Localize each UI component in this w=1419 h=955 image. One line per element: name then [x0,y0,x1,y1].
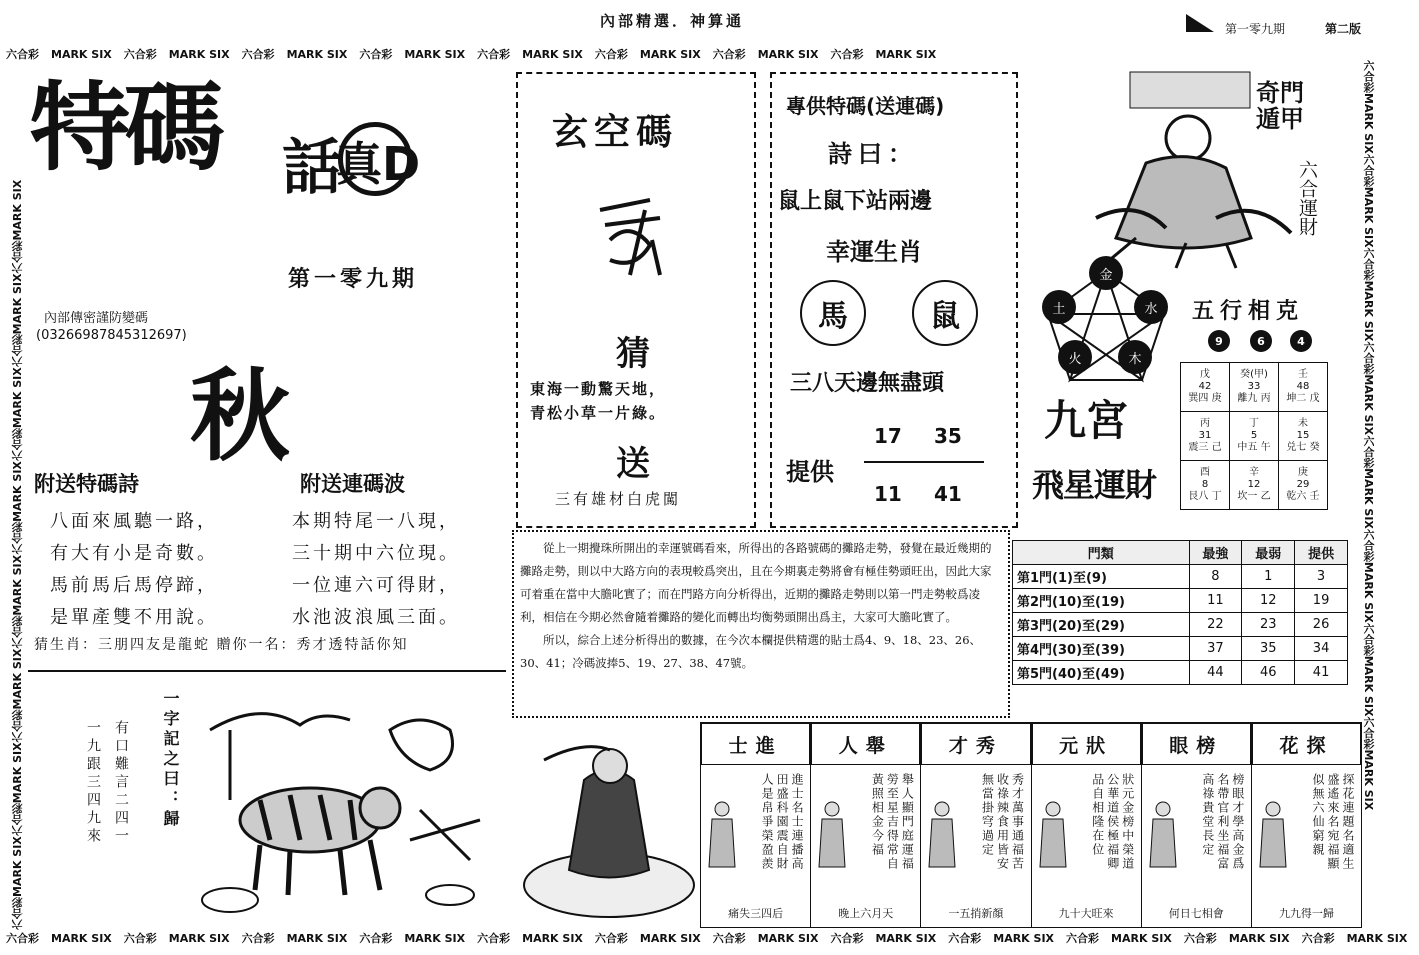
band-label: 六合彩 [11,334,24,368]
band-label: 六合彩 [123,48,157,61]
xuankong-send-line: 三有雄材白虎闖 [555,490,682,508]
special-provide: 提供 [786,458,834,486]
mark-six-band-left [10,60,26,930]
number-ball: 4 [1290,330,1312,352]
main-title: 特碼 [29,72,219,184]
poem-line: 馬前馬后馬停蹄， [50,575,218,596]
poem-line: 是單產雙不用說。 [50,607,218,628]
door-stats-table [1012,540,1348,685]
table-cell: 8 [1189,565,1242,589]
special-line-2: 幸運生肖 [826,238,922,266]
scholar-title: 眼榜 [1142,723,1251,765]
table-cell: 19 [1295,589,1348,613]
special-line-3: 三八天邊無盡頭 [790,371,945,396]
riddle-line: 有口難言二四一 [113,720,129,846]
band-label: MARK SIX [1362,468,1375,529]
table-row [1013,661,1348,685]
jiugong-title: 九宮 [1044,396,1129,445]
scholar-poem: 榜眼才學高金爲名帶官利坐福富高祿貴堂長定 [1200,773,1245,871]
liuhe-title: 六合運財 [1296,160,1318,236]
scholar-poem: 狀元金榜中榮道公華道侯極福卿品自相隆在位 [1090,773,1135,871]
number-ball: 9 [1208,330,1230,352]
band-label: 六合彩 [1362,435,1375,469]
table-header: 最弱 [1242,541,1295,565]
scholar-poem: 舉人顯門庭運福勞至星吉得常自黃照相金今福 [870,773,915,871]
table-row [1013,565,1348,589]
band-label: MARK SIX [639,48,701,61]
band-label: MARK SIX [1362,749,1375,811]
jiugong-subtitle: 飛星運財 [1032,466,1157,504]
scholar-title: 花探 [1252,723,1361,765]
scholar-column [1252,723,1361,927]
band-label: MARK SIX [1362,561,1375,623]
band-label: 六合彩 [1301,932,1335,945]
poem-line: 八面來風聽一路， [50,511,218,532]
table-cell: 35 [1242,637,1295,661]
band-label: MARK SIX [11,554,24,616]
number-ball: 6 [1250,330,1272,352]
band-label: 六合彩 [359,48,393,61]
poem-line: 有大有小是奇數。 [50,543,218,564]
band-label: 六合彩 [241,932,275,945]
table-cell: 41 [1295,661,1348,685]
scholar-poem: 進士名士連播高田盛科園震自財人是帛爭榮盈羨 [760,773,805,871]
band-label: MARK SIX [757,932,819,945]
element-node-water: 水 [1134,290,1168,324]
band-label: 六合彩 [1362,247,1375,281]
band-label: MARK SIX [1346,932,1408,945]
band-label: 六合彩 [11,897,24,930]
scholar-figure-icon [1038,799,1068,869]
table-cell: 第1門(1)至(9) [1013,565,1190,589]
band-label: MARK SIX [993,932,1055,945]
band-label: MARK SIX [1362,280,1375,342]
scholar-column [1142,723,1252,927]
band-label: 六合彩 [712,932,746,945]
poem-line: 本期特尾一八現， [292,511,460,532]
scholar-caption: 痛失三四后 [728,907,784,920]
element-node-fire: 火 [1058,340,1092,374]
band-label: MARK SIX [404,932,466,945]
table-cell: 3 [1295,565,1348,589]
nine-palace-grid [1180,362,1328,510]
table-cell: 44 [1189,661,1242,685]
secret-code: (03266987845312697) [36,328,187,343]
scholar-poem: 探花連題名適生盛遙來名宛福顯似無六仙窮親 [1311,773,1356,871]
scholar-caption: 何日七相會 [1168,907,1224,920]
poem-line: 水池波浪風三面。 [292,607,460,628]
mark-six-band-top [6,46,1016,62]
special-title: 專供特碼(送連碼) [786,94,945,118]
table-cell: 22 [1189,613,1242,637]
riddle-heading: 一字記之曰：歸 [161,690,180,830]
divider [28,670,506,672]
band-label: 六合彩 [712,48,746,61]
band-label: 六合彩 [6,48,39,61]
band-label: 六合彩 [1362,341,1375,375]
table-cell: 23 [1242,613,1295,637]
band-label: 六合彩 [11,240,24,274]
special-line-1: 鼠上鼠下站兩邊 [778,189,933,214]
band-label: 六合彩 [1362,528,1375,562]
special-number: 41 [934,482,962,506]
band-label: MARK SIX [1362,93,1375,154]
band-label: 六合彩 [477,932,511,945]
main-title-suffix: 真D [336,137,421,191]
zodiac-rat-circle: 鼠 [912,280,978,346]
band-label: MARK SIX [522,48,583,61]
band-label: 六合彩 [11,709,24,743]
band-label: MARK SIX [11,273,24,335]
band-label: 六合彩 [241,48,275,61]
analysis-paragraph: 所以，綜合上述分析得出的數據，在今次本欄提供精選的貼士爲4、9、18、23、26、30、41；冷碼波捧5、19、27、38、47號。 [520,633,982,670]
nine-grid-cell: 戊 42 巽四 庚 [1181,363,1230,412]
band-label: MARK SIX [1362,655,1375,717]
band-label: MARK SIX [404,48,466,61]
band-label: MARK SIX [168,48,230,61]
band-label: MARK SIX [875,48,937,61]
scholar-title: 才秀 [921,723,1030,765]
table-row [1013,589,1348,613]
scholar-figure-icon [927,799,957,869]
nine-grid-cell: 庚 29 乾六 壬 [1279,461,1328,510]
band-label: MARK SIX [1362,374,1375,436]
mark-six-band-bottom [6,930,1408,946]
table-row [1013,613,1348,637]
secret-label: 內部傳密謹防變碼 [44,311,149,326]
scholar-column [921,723,1031,927]
scholar-column [1032,723,1142,927]
nine-grid-cell: 壬 48 坤二 戊 [1279,363,1328,412]
special-number: 11 [874,482,902,506]
special-number: 35 [934,424,962,448]
table-cell: 37 [1189,637,1242,661]
scholars-panel [700,722,1362,928]
scholar-caption: 晚上六月天 [838,907,894,920]
table-cell: 46 [1242,661,1295,685]
band-label: MARK SIX [51,932,112,945]
band-label: MARK SIX [286,48,348,61]
header-issue: 第一零九期 [1225,22,1286,36]
band-label: 六合彩 [359,932,393,945]
mark-six-band-right [1360,60,1376,930]
band-label: 六合彩 [11,803,24,837]
scholar-title: 人舉 [811,723,920,765]
table-cell: 1 [1242,565,1295,589]
guess-line: 猜生肖：三朋四友是龍蛇 贈你一名：秀才透特話你知 [34,637,409,653]
band-label: 六合彩 [948,932,982,945]
band-label: 六合彩 [1362,153,1375,187]
right-poem [292,506,460,634]
band-label: 六合彩 [830,48,864,61]
left-poem [50,506,218,634]
band-label: MARK SIX [11,648,24,710]
xuankong-cryptic-glyph [590,190,670,280]
band-label: MARK SIX [286,932,348,945]
band-label: MARK SIX [757,48,819,61]
nine-grid-cell: 未 15 兑七 癸 [1279,412,1328,461]
right-poem-heading: 附送連碼波 [300,472,405,496]
scholar-title: 元狀 [1032,723,1141,765]
analysis-paragraph: 從上一期攪珠所開出的幸運號碼看來，所得出的各路號碼的攤路走勢，發覺在最近幾期的攤路走勢，則以中大路方向的表現較爲突出，且在今期裏走勢將會有極佳勢頭旺出，因此大家可着重在當中大膽叱實了；而在門路方向分析得出，近期的攤路走勢則以第一門走勢較爲凌利，相信在今期必然會隨着攤路的變化而轉出均衡勢頭開出爲主，大家可大膽叱實了。 [520,541,992,624]
scholar-caption: 九九得一歸 [1278,907,1334,920]
autumn-character: 秋 [190,357,290,475]
special-divider [864,461,984,463]
scholar-figure-icon [707,799,737,869]
xuankong-title: 玄空碼 [552,111,679,153]
scholar-figure-icon [817,799,847,869]
special-poem-label: 詩曰： [828,140,918,168]
header-wedge-ornament [1186,14,1214,32]
main-title-part: 話 [282,133,342,203]
qimen-title: 奇門 遁甲 [1256,79,1304,133]
band-label: 六合彩 [6,932,39,945]
xuankong-send: 送 [616,444,650,484]
band-label: 六合彩 [1362,716,1375,750]
scholar-column [811,723,921,927]
band-label: 六合彩 [123,932,157,945]
left-poem-heading: 附送特碼詩 [34,472,139,496]
main-issue: 第一零九期 [288,266,419,292]
zodiac-horse-circle: 馬 [800,280,866,346]
band-label: MARK SIX [11,836,24,897]
band-label: 六合彩 [830,932,864,945]
band-label: 六合彩 [477,48,511,61]
scholar-poem: 秀才萬事通福苦收祿辣食用皆安無當掛穹過定 [980,773,1025,871]
nine-grid-cell: 辛 12 坎一 乙 [1230,461,1279,510]
band-label: MARK SIX [11,742,24,804]
immortal-illustration [514,720,700,925]
poem-line: 青松小草一片綠。 [530,404,667,422]
nine-grid-cell: 丁 5 中五 午 [1230,412,1279,461]
band-label: MARK SIX [1228,932,1290,945]
poem-line: 三十期中六位現。 [292,543,460,564]
band-label: MARK SIX [1362,186,1375,248]
table-cell: 第4門(30)至(39) [1013,637,1190,661]
band-label: MARK SIX [1111,932,1172,945]
band-label: MARK SIX [875,932,937,945]
table-row [1013,637,1348,661]
nine-grid-cell: 癸(甲) 33 離九 丙 [1230,363,1279,412]
band-label: 六合彩 [11,615,24,649]
header-edition: 第二版 [1325,22,1362,36]
table-cell: 26 [1295,613,1348,637]
table-cell: 第3門(20)至(29) [1013,613,1190,637]
table-cell: 第5門(40)至(49) [1013,661,1190,685]
riddle-line: 一九跟三四九來 [85,720,101,846]
band-label: MARK SIX [11,367,24,429]
five-elements-title: 五行相克 [1192,298,1305,324]
nine-grid-cell: 酉 8 艮八 丁 [1181,461,1230,510]
table-header: 提供 [1295,541,1348,565]
special-number: 17 [874,424,902,448]
nine-grid-cell: 丙 31 震三 己 [1181,412,1230,461]
band-label: MARK SIX [168,932,230,945]
scholar-column [701,723,811,927]
header-center-title: 內部精選．神算通 [600,12,745,30]
element-node-earth: 土 [1042,290,1076,324]
band-label: 六合彩 [1362,60,1375,93]
table-header: 最強 [1189,541,1242,565]
band-label: 六合彩 [594,932,628,945]
band-label: 六合彩 [1066,932,1100,945]
riddle-panel [56,690,186,915]
xuankong-poem [530,377,666,425]
table-cell: 12 [1242,589,1295,613]
band-label: MARK SIX [639,932,701,945]
poem-line: 一位連六可得財， [292,575,460,596]
scholar-caption: 一五捎新顏 [948,907,1004,920]
element-node-metal: 金 [1089,256,1123,290]
band-label: 六合彩 [11,521,24,555]
table-cell: 34 [1295,637,1348,661]
analysis-text [520,537,1000,675]
band-label: MARK SIX [522,932,583,945]
scholar-caption: 九十大旺來 [1058,907,1114,920]
band-label: MARK SIX [11,179,24,241]
band-label: 六合彩 [1183,932,1217,945]
tiger-illustration [190,690,490,920]
scholar-figure-icon [1148,799,1178,869]
poem-line: 東海一動驚天地， [530,380,667,398]
band-label: 六合彩 [11,428,24,462]
page-header [0,6,1388,36]
scholar-figure-icon [1258,799,1288,869]
band-label: MARK SIX [51,48,112,61]
scholar-title: 士進 [701,723,810,765]
table-cell: 11 [1189,589,1242,613]
xuankong-guess: 猜 [616,334,650,374]
band-label: MARK SIX [11,461,24,522]
band-label: 六合彩 [1362,622,1375,656]
band-label: 六合彩 [594,48,628,61]
table-header: 門類 [1013,541,1190,565]
table-cell: 第2門(10)至(19) [1013,589,1190,613]
element-node-wood: 木 [1118,340,1152,374]
